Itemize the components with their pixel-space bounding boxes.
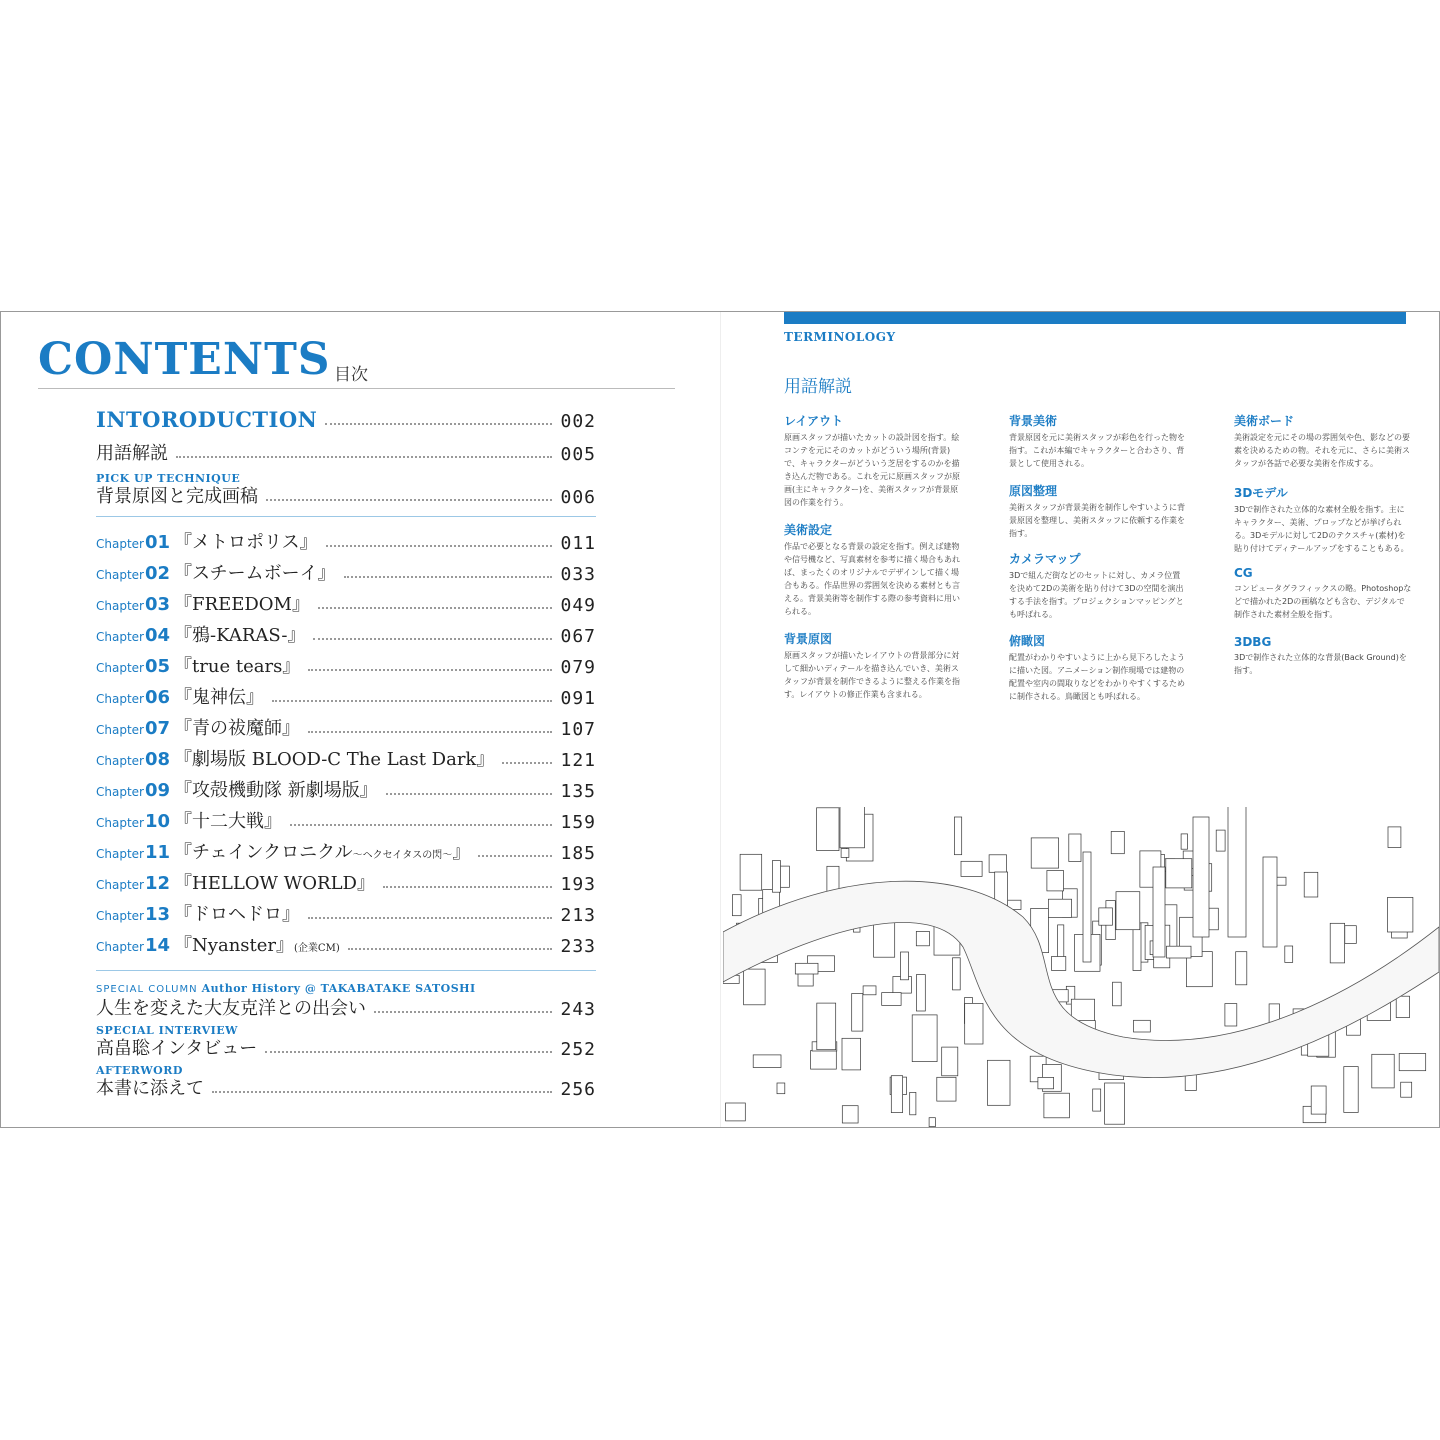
afterword-kicker: AFTERWORD	[96, 1064, 183, 1077]
term-block	[1234, 484, 1412, 555]
toc-afterword-label: 本書に添えて	[96, 1078, 204, 1099]
toc-intro-page: 002	[560, 411, 596, 432]
city-illustration	[723, 807, 1439, 1127]
toc-column[interactable]	[96, 994, 596, 1020]
chapter-number: 06	[144, 687, 171, 708]
building	[901, 952, 909, 980]
building	[732, 895, 741, 916]
toc-glossary[interactable]	[96, 439, 596, 465]
toc-chapter[interactable]	[96, 621, 596, 647]
interview-kicker: SPECIAL INTERVIEW	[96, 1024, 239, 1037]
term-desc: 作品で必要となる背景の設定を指す。例えば建物や信号機など、写真素材を参考に描く場合もあれば、まったくのオリジナルでデザインして描く場合もある。作品世界の雰囲気を決める素材とも言える。背景美術等を制作する際の参考資料に用いられる。	[784, 542, 960, 616]
building	[817, 1003, 836, 1050]
toc-pickup-page: 006	[560, 487, 596, 508]
chapter-number: 09	[144, 780, 171, 801]
tower	[1153, 867, 1165, 957]
chapter-prefix: Chapter	[96, 568, 144, 582]
chapter-title: 『スチームボーイ』	[174, 563, 336, 584]
toc-chapter-label	[96, 528, 318, 554]
term-title: 3Dモデル	[1234, 486, 1288, 500]
chapter-number: 04	[144, 625, 171, 646]
building	[954, 817, 961, 855]
building	[777, 1083, 785, 1094]
chapter-title: 『鴉-KARAS-』	[174, 625, 306, 646]
building	[744, 969, 766, 1005]
chapter-page: 159	[560, 812, 596, 833]
building	[842, 1038, 861, 1070]
term-desc: 原画スタッフが描いたレイアウトの背景部分に対して細かいディテールを描き込んでいき、美術スタッフが背景を制作できるように整える作業を指す。レイアウトの修正作業も含まれる。	[784, 651, 960, 699]
chapter-prefix: Chapter	[96, 723, 144, 737]
toc-chapter-label	[96, 838, 470, 864]
building	[1396, 996, 1409, 1017]
dot-leader	[308, 917, 552, 919]
toc-chapter[interactable]	[96, 869, 596, 895]
toc-chapter[interactable]	[96, 528, 596, 554]
building	[987, 1060, 1010, 1105]
dot-leader	[374, 1011, 552, 1013]
dot-leader	[212, 1091, 552, 1093]
dot-leader	[478, 855, 552, 857]
toc-chapter[interactable]	[96, 559, 596, 585]
chapter-page: 107	[560, 719, 596, 740]
building	[882, 993, 901, 1006]
toc-chapter-label	[96, 745, 494, 771]
building	[1388, 827, 1401, 848]
building	[1285, 946, 1293, 962]
term-title: 背景原図	[784, 632, 833, 646]
building	[1311, 1086, 1326, 1114]
column-kicker-text: Author History @ TAKABATAKE SATOSHI	[201, 982, 476, 995]
dot-leader	[176, 456, 552, 458]
chapter-title: 『十二大戦』	[174, 811, 283, 832]
building	[1069, 834, 1081, 862]
chapter-page: 067	[560, 626, 596, 647]
building	[910, 1092, 916, 1114]
building	[1052, 957, 1066, 971]
building	[965, 1003, 983, 1044]
building	[1304, 872, 1318, 897]
building	[1111, 831, 1124, 853]
dot-leader	[348, 948, 553, 950]
toc-chapter[interactable]	[96, 590, 596, 616]
dot-leader	[318, 607, 552, 609]
toc-chapter-label	[96, 900, 300, 926]
building	[780, 866, 789, 887]
toc-afterword[interactable]	[96, 1074, 596, 1100]
dot-leader	[265, 1051, 552, 1053]
toc-chapter[interactable]	[96, 714, 596, 740]
dot-leader	[326, 545, 553, 547]
toc-chapter-label	[96, 869, 375, 895]
chapter-title: 『メトロポリス』	[174, 532, 318, 553]
toc-afterword-page: 256	[560, 1079, 596, 1100]
accent-bar	[784, 312, 1406, 324]
building	[1099, 908, 1113, 925]
tower	[1083, 852, 1091, 962]
term-title: 原図整理	[1009, 484, 1058, 498]
term-title: 美術設定	[784, 523, 833, 537]
building	[1031, 838, 1058, 868]
building	[740, 854, 762, 890]
chapter-prefix: Chapter	[96, 630, 144, 644]
term-title: 美術ボード	[1234, 414, 1295, 428]
chapter-prefix: Chapter	[96, 661, 144, 675]
chapter-prefix: Chapter	[96, 692, 144, 706]
building	[1236, 952, 1247, 985]
building	[1225, 1004, 1237, 1026]
building	[817, 808, 839, 851]
chapter-page: 033	[560, 564, 596, 585]
building	[1372, 1054, 1394, 1088]
chapter-page: 079	[560, 657, 596, 678]
chapter-title: 『青の祓魔師』	[174, 718, 301, 739]
toc-intro-label: INTORODUCTION	[96, 407, 318, 432]
building	[874, 920, 895, 958]
building	[942, 1047, 958, 1076]
toc-chapter[interactable]	[96, 683, 596, 709]
toc-chapter[interactable]	[96, 931, 596, 957]
chapter-title: 『劇場版 BLOOD-C The Last Dark』	[174, 749, 495, 770]
toc-chapter[interactable]	[96, 838, 596, 864]
chapter-page: 049	[560, 595, 596, 616]
chapter-title: 『FREEDOM』	[174, 594, 310, 615]
building	[1038, 1077, 1054, 1088]
building	[929, 1118, 935, 1127]
chapter-prefix: Chapter	[96, 785, 144, 799]
term-block	[784, 630, 962, 701]
building	[937, 1077, 956, 1101]
contents-subtitle: 目次	[334, 365, 368, 385]
chapter-number: 02	[144, 563, 171, 584]
building	[916, 975, 925, 1011]
toc-chapter-label	[96, 590, 310, 616]
chapter-number: 14	[144, 935, 171, 956]
chapter-number: 13	[144, 904, 171, 925]
building	[916, 931, 929, 945]
chapter-number: 12	[144, 873, 171, 894]
building	[1388, 897, 1413, 932]
toc-chapter[interactable]	[96, 900, 596, 926]
dot-leader	[313, 638, 552, 640]
term-block	[1009, 412, 1187, 470]
term-block	[1234, 412, 1412, 470]
chapter-prefix: Chapter	[96, 537, 144, 551]
building	[953, 958, 961, 990]
chapter-number: 10	[144, 811, 171, 832]
term-title: レイアウト	[784, 414, 844, 428]
toc-chapter-label	[96, 652, 300, 678]
building	[1344, 1067, 1358, 1113]
term-block	[1009, 482, 1187, 540]
toc-interview[interactable]	[96, 1034, 596, 1060]
term-desc: 背景原図を元に美術スタッフが彩色を行った物を指す。これが本編でキャラクターと合わさり、背景として使用される。	[1009, 433, 1185, 468]
toc-chapter[interactable]	[96, 652, 596, 678]
toc-chapter-label	[96, 559, 336, 585]
term-desc: 3Dで制作された立体的な素材全般を指す。主にキャラクター、美術、プロップなどが挙げられる。3Dモデルに対して2Dのテクスチャ(素材)を貼り付けてディテールアップをすることもある。	[1234, 505, 1409, 553]
building	[1399, 1054, 1426, 1071]
chapter-number: 01	[144, 532, 171, 553]
building	[1134, 1020, 1151, 1032]
building	[852, 994, 863, 1032]
term-title: 3DBG	[1234, 635, 1272, 649]
building	[1345, 926, 1357, 944]
page-gutter	[720, 312, 721, 1127]
chapter-page: 185	[560, 843, 596, 864]
chapter-prefix: Chapter	[96, 816, 144, 830]
toc-interview-label: 高畠聡インタビュー	[96, 1038, 258, 1059]
term-desc: 美術スタッフが背景美術を制作しやすいように背景原図を整理し、美術スタッフに依頼する作業を指す。	[1009, 503, 1185, 538]
tower	[1193, 817, 1209, 937]
dot-leader	[308, 731, 552, 733]
building	[1116, 892, 1140, 930]
building	[912, 1015, 937, 1062]
toc-chapter-label	[96, 683, 264, 709]
dot-leader	[502, 762, 552, 764]
toc-chapter[interactable]	[96, 776, 596, 802]
building	[811, 1051, 837, 1070]
toc-chapter-label	[96, 621, 305, 647]
term-title: 俯瞰図	[1009, 634, 1046, 648]
terminology-title: 用語解説	[784, 377, 852, 397]
chapter-title: 『true tears』	[174, 656, 301, 677]
term-desc: 3Dで制作された立体的な背景(Back Ground)を指す。	[1234, 653, 1407, 675]
term-desc: 配置がわかりやすいように上から見下ろしたように描いた図。アニメーション制作現場では建物の配置や室内の間取りなどをわかりやすくするために制作される。鳥瞰図とも呼ばれる。	[1009, 653, 1185, 701]
chapter-prefix: Chapter	[96, 878, 144, 892]
toc-chapter-label	[96, 931, 340, 957]
book-spread	[0, 311, 1440, 1128]
chapter-number: 03	[144, 594, 171, 615]
building	[1216, 830, 1225, 851]
term-title: カメラマップ	[1009, 552, 1081, 566]
chapter-prefix: Chapter	[96, 599, 144, 613]
building	[1093, 1089, 1101, 1111]
building	[989, 855, 1006, 873]
building	[841, 849, 849, 858]
building	[961, 861, 982, 876]
chapter-title: 『鬼神伝』	[174, 687, 265, 708]
column-kicker-prefix: SPECIAL COLUMN	[96, 984, 198, 995]
chapter-page: 193	[560, 874, 596, 895]
dot-leader	[325, 423, 552, 425]
chapter-title: 『攻殻機動隊 新劇場版』	[174, 780, 378, 801]
chapter-page: 135	[560, 781, 596, 802]
toc-glossary-label: 用語解説	[96, 443, 168, 464]
building	[1401, 1082, 1412, 1097]
toc-pickup-label: 背景原図と完成画稿	[96, 486, 258, 507]
term-title: 背景美術	[1009, 414, 1058, 428]
terminology-header: TERMINOLOGY	[784, 330, 896, 344]
chapter-number: 07	[144, 718, 171, 739]
chapter-prefix: Chapter	[96, 940, 144, 954]
chapter-page: 121	[560, 750, 596, 771]
building	[891, 1076, 902, 1113]
toc-column-page: 243	[560, 999, 596, 1020]
title-rule	[38, 388, 675, 389]
toc-glossary-page: 005	[560, 444, 596, 465]
tower	[1228, 807, 1246, 937]
chapter-page: 011	[560, 533, 596, 554]
section-divider	[96, 516, 596, 517]
dot-leader	[386, 793, 553, 795]
toc-pickup[interactable]	[96, 482, 596, 508]
term-desc: 原画スタッフが描いたカットの設計図を指す。絵コンテを元にそのカットがどういう場所(背景)で、キャラクターがどういう芝居をするのかを描き込んだ物である。これを元に原画スタッフが原画(主にキャラクター)を、美術スタッフが背景原図の作業を行う。	[784, 433, 960, 507]
building	[1330, 923, 1344, 963]
building	[1167, 946, 1192, 958]
chapter-number: 08	[144, 749, 171, 770]
term-block	[784, 521, 962, 618]
building	[772, 861, 780, 893]
chapter-title: 『Nyanster』	[174, 935, 295, 956]
toc-intro[interactable]	[96, 406, 596, 432]
building	[1047, 871, 1064, 891]
building	[1048, 899, 1071, 917]
toc-chapter[interactable]	[96, 807, 596, 833]
toc-interview-page: 252	[560, 1039, 596, 1060]
building	[840, 807, 865, 848]
chapter-title: 『HELLOW WORLD』	[174, 873, 375, 894]
contents-title: CONTENTS	[38, 334, 331, 385]
toc-chapter-label	[96, 776, 378, 802]
dot-leader	[383, 886, 553, 888]
dot-leader	[344, 576, 553, 578]
building	[795, 963, 818, 974]
dot-leader	[266, 499, 552, 501]
chapter-page: 091	[560, 688, 596, 709]
building	[1113, 982, 1122, 1006]
building	[863, 986, 876, 995]
chapter-note: (企業CM)	[294, 943, 340, 954]
toc-chapter-label	[96, 714, 300, 740]
toc-chapter[interactable]	[96, 745, 596, 771]
toc-chapter-label	[96, 807, 282, 833]
building	[1166, 859, 1192, 888]
building	[1044, 1093, 1070, 1118]
term-block	[1009, 550, 1187, 621]
term-desc: 3Dで組んだ街などのセットに対し、カメラ位置を決めて2Dの美術を貼り付けて3Dの空間を演出する手法を指す。プロジェクションマッピングとも呼ばれる。	[1009, 571, 1184, 619]
term-title: CG	[1234, 566, 1253, 580]
chapter-page: 213	[560, 905, 596, 926]
chapter-page: 233	[560, 936, 596, 957]
term-block	[784, 412, 962, 509]
term-block	[1234, 635, 1412, 677]
building	[1276, 877, 1286, 885]
term-block	[1009, 632, 1187, 703]
chapter-prefix: Chapter	[96, 847, 144, 861]
dot-leader	[308, 669, 552, 671]
building	[726, 1103, 746, 1121]
building	[842, 1106, 858, 1123]
dot-leader	[272, 700, 552, 702]
term-block	[1234, 566, 1412, 621]
dot-leader	[290, 824, 552, 826]
building	[1105, 1083, 1125, 1124]
chapter-title-end: 』	[452, 842, 471, 863]
chapter-number: 05	[144, 656, 171, 677]
chapter-title: 『ドロヘドロ』	[174, 904, 301, 925]
section-divider	[96, 970, 596, 971]
chapter-prefix: Chapter	[96, 909, 144, 923]
pickup-kicker: PICK UP TECHNIQUE	[96, 472, 241, 485]
building	[753, 1055, 781, 1068]
chapter-note: 〜ヘクセイタスの閃〜	[352, 850, 453, 861]
building	[1181, 834, 1187, 849]
chapter-number: 11	[144, 842, 171, 863]
chapter-title: 『チェインクロニクル	[174, 842, 353, 863]
toc-column-label: 人生を変えた大友克洋との出会い	[96, 998, 366, 1019]
term-desc: コンピュータグラフィックスの略。Photoshopなどで描かれた2Dの画稿なども含む、デジタルで制作された素材全般を指す。	[1234, 584, 1412, 619]
term-desc: 美術設定を元にその場の雰囲気や色、影などの要素を決めるための物。それを元に、さらに美術スタッフが各話で必要な美術を作成する。	[1234, 433, 1410, 468]
chapter-prefix: Chapter	[96, 754, 144, 768]
tower	[1263, 857, 1277, 947]
